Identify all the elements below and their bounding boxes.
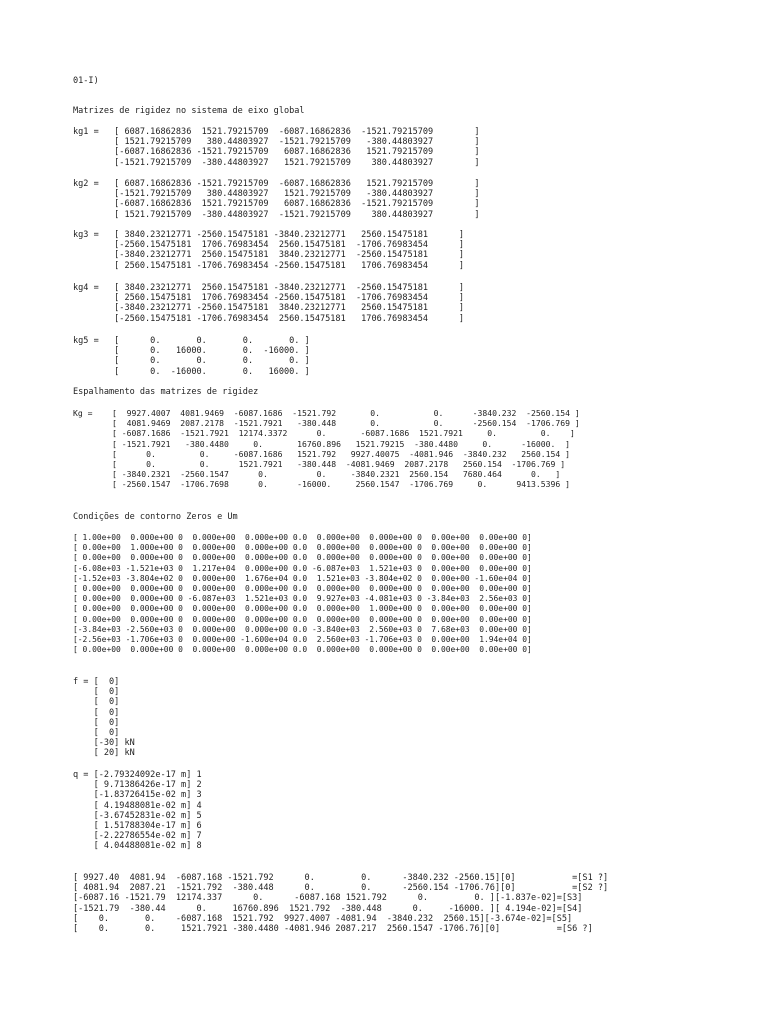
- vector-row: [-3.67452831e-02 m] 5: [73, 810, 202, 821]
- vector-row: [-30] kN: [73, 738, 135, 749]
- matrix-kg4: [73, 283, 464, 324]
- matrix-row: [-3840.23212771 2560.15475181 3840.23212771 -2560.15475181 ]: [73, 250, 465, 261]
- matrix-row: [ 0.00e+00 0.000e+00 0 0.000e+00 0.000e+00 0.0 0.000e+00 0.000e+00 0 0.00e+00 0.00e+00 0]: [73, 614, 532, 624]
- matrix-row: [ 0.00e+00 0.000e+00 0 0.000e+00 0.000e+00 0.0 0.000e+00 0.000e+00 0 0.00e+00 0.00e+00 0]: [73, 553, 532, 563]
- vector-row: [ 0]: [73, 687, 120, 698]
- heading-spreading: Espalhamento das matrizes de rigidez: [73, 387, 259, 397]
- vector-row: [ 0]: [73, 707, 120, 718]
- matrix-row: [-1521.79215709 380.44803927 1521.79215709 -380.44803927 ]: [73, 189, 480, 200]
- matrix-row: [-1.52e+03 -3.804e+02 0 0.000e+00 1.676e+04 0.0 1.521e+03 -3.804e+02 0 0.00e+00 -1.60e+04 0]: [73, 573, 532, 583]
- matrix-row: [ 0. 0. 0. 0. ]: [73, 356, 310, 367]
- reaction-system: [73, 873, 608, 934]
- matrix-row: [-3.84e+03 -2.560e+03 0 0.000e+00 0.000e+00 0.0 -3.840e+03 2.560e+03 0 7.68e+03 0.00e+00 0]: [73, 624, 532, 634]
- force-vector-f: [73, 677, 135, 759]
- matrix-kg1: [73, 127, 480, 168]
- system-row: [ 0. 0. 1521.7921 -380.4480 -4081.946 2087.217 2560.1547 -1706.76][0] =[S6 ?]: [73, 923, 593, 934]
- matrix-row: [-1521.79215709 -380.44803927 1521.79215709 380.44803927 ]: [73, 157, 480, 168]
- matrix-row: [ 0. 0. -6087.1686 1521.792 9927.40075 -4081.946 -3840.232 2560.154 ]: [73, 448, 571, 459]
- matrix-row: [ -1521.7921 -380.4480 0. 16760.896 1521.79215 -380.4480 0. -16000. ]: [73, 438, 571, 449]
- matrix-row: [ 0. -16000. 0. 16000. ]: [73, 366, 310, 377]
- section-heading: 01-I): [73, 76, 99, 86]
- matrix-row: kg3 = [ 3840.23212771 -2560.15475181 -3840.23212771 2560.15475181 ]: [73, 230, 465, 240]
- displacement-vector-q: [73, 770, 202, 852]
- matrix-row: kg2 = [ 6087.16862836 -1521.79215709 -6087.16862836 1521.79215709 ]: [73, 179, 480, 189]
- matrix-row: kg5 = [ 0. 0. 0. 0. ]: [73, 336, 310, 346]
- matrix-row: kg4 = [ 3840.23212771 2560.15475181 -3840.23212771 -2560.15475181 ]: [73, 283, 465, 293]
- matrix-row: kg1 = [ 6087.16862836 1521.79215709 -6087.16862836 -1521.79215709 ]: [73, 127, 480, 137]
- system-row: [-6087.16 -1521.79 12174.337 0. -6087.168 1521.792 0. 0. ][-1.837e-02]=[S3]: [73, 893, 583, 904]
- matrix-row: [-6.08e+03 -1.521e+03 0 1.217e+04 0.000e+00 0.0 -6.087e+03 1.521e+03 0 0.00e+00 0.00e+00 0]: [73, 563, 532, 573]
- matrix-row: [ -6087.1686 -1521.7921 12174.3372 0. -6087.1686 1521.7921 0. 0. ]: [73, 428, 575, 439]
- matrix-Kg-global: [73, 408, 580, 490]
- matrix-kg3: [73, 230, 464, 271]
- heading-boundary-conditions: Condições de contorno Zeros e Um: [73, 512, 238, 522]
- system-row: [-1521.79 -380.44 0. 16760.896 1521.792 -380.448 0. -16000. ][ 4.194e-02]=[S4]: [73, 903, 583, 914]
- vector-row: [ 4.19488081e-02 m] 4: [73, 800, 202, 811]
- vector-row: [ 0]: [73, 717, 120, 728]
- vector-row: [ 0]: [73, 727, 120, 738]
- heading-global-stiffness: Matrizes de rigidez no sistema de eixo global: [73, 106, 305, 116]
- matrix-row: [ -2560.1547 -1706.7698 0. -16000. 2560.1547 -1706.769 0. 9413.5396 ]: [73, 479, 571, 490]
- matrix-row: [ 1521.79215709 -380.44803927 -1521.79215709 380.44803927 ]: [73, 209, 480, 220]
- matrix-row: [ 0.00e+00 0.000e+00 0 -6.087e+03 1.521e+03 0.0 9.927e+03 -4.081e+03 0 -3.84e+03 2.56e+03 0]: [73, 594, 532, 604]
- matrix-kg5: [73, 336, 310, 377]
- matrix-row: [ 0.00e+00 0.000e+00 0 0.000e+00 0.000e+00 0.0 0.000e+00 1.000e+00 0 0.00e+00 0.00e+00 0]: [73, 604, 532, 614]
- matrix-boundary-conditions: [73, 533, 532, 655]
- matrix-row: [-2560.15475181 1706.76983454 2560.15475181 -1706.76983454 ]: [73, 240, 465, 251]
- matrix-row: [-3840.23212771 -2560.15475181 3840.23212771 2560.15475181 ]: [73, 303, 465, 314]
- matrix-row: [ 0. 0. 1521.7921 -380.448 -4081.9469 2087.2178 2560.154 -1706.769 ]: [73, 458, 566, 469]
- matrix-row: [ 0.00e+00 0.000e+00 0 0.000e+00 0.000e+00 0.0 0.000e+00 0.000e+00 0 0.00e+00 0.00e+00 0]: [73, 645, 532, 655]
- vector-row: [ 4.04488081e-02 m] 8: [73, 841, 202, 852]
- matrix-row: [ 2560.15475181 -1706.76983454 -2560.15475181 1706.76983454 ]: [73, 260, 465, 271]
- matrix-row: [-2560.15475181 -1706.76983454 2560.15475181 1706.76983454 ]: [73, 313, 465, 324]
- matrix-row: [-2.56e+03 -1.706e+03 0 0.000e+00 -1.600e+04 0.0 2.560e+03 -1.706e+03 0 0.00e+00 1.94e+04 0]: [73, 634, 532, 644]
- matrix-row: Kg = [ 9927.4007 4081.9469 -6087.1686 -1521.792 0. 0. -3840.232 -2560.154 ]: [73, 408, 580, 418]
- system-row: [ 4081.94 2087.21 -1521.792 -380.448 0. 0. -2560.154 -1706.76][0] =[S2 ?]: [73, 883, 609, 894]
- matrix-row: [ -3840.2321 -2560.1547 0. 0. -3840.2321 2560.154 7680.464 0. ]: [73, 469, 561, 480]
- matrix-row: [ 1.00e+00 0.000e+00 0 0.000e+00 0.000e+00 0.0 0.000e+00 0.000e+00 0 0.00e+00 0.00e+00 0]: [73, 533, 532, 542]
- vector-row: [ 0]: [73, 697, 120, 708]
- matrix-row: [-6087.16862836 1521.79215709 6087.16862836 -1521.79215709 ]: [73, 199, 480, 210]
- matrix-row: [ 0. 16000. 0. -16000. ]: [73, 346, 310, 357]
- system-row: [ 9927.40 4081.94 -6087.168 -1521.792 0. 0. -3840.232 -2560.15][0] =[S1 ?]: [73, 873, 609, 883]
- vector-row: [-2.22786554e-02 m] 7: [73, 831, 202, 842]
- matrix-row: [ 0.00e+00 1.000e+00 0 0.000e+00 0.000e+00 0.0 0.000e+00 0.000e+00 0 0.00e+00 0.00e+00 0]: [73, 543, 532, 553]
- vector-row: q = [-2.79324092e-17 m] 1: [73, 770, 202, 780]
- matrix-row: [ 2560.15475181 1706.76983454 -2560.15475181 -1706.76983454 ]: [73, 293, 465, 304]
- system-row: [ 0. 0. -6087.168 1521.792 9927.4007 -4081.94 -3840.232 2560.15][-3.674e-02]=[S5]: [73, 913, 573, 924]
- vector-row: [-1.83726415e-02 m] 3: [73, 790, 202, 801]
- matrix-row: [ 4081.9469 2087.2178 -1521.7921 -380.448 0. 0. -2560.154 -1706.769 ]: [73, 418, 580, 429]
- vector-row: [ 20] kN: [73, 748, 135, 759]
- matrix-row: [ 1521.79215709 380.44803927 -1521.79215709 -380.44803927 ]: [73, 137, 480, 148]
- matrix-row: [ 0.00e+00 0.000e+00 0 0.000e+00 0.000e+00 0.0 0.000e+00 0.000e+00 0 0.00e+00 0.00e+00 0]: [73, 583, 532, 593]
- vector-row: [ 1.51788304e-17 m] 6: [73, 820, 202, 831]
- matrix-row: [-6087.16862836 -1521.79215709 6087.16862836 1521.79215709 ]: [73, 147, 480, 158]
- vector-row: f = [ 0]: [73, 677, 120, 687]
- matrix-kg2: [73, 179, 480, 220]
- vector-row: [ 9.71386426e-17 m] 2: [73, 780, 202, 791]
